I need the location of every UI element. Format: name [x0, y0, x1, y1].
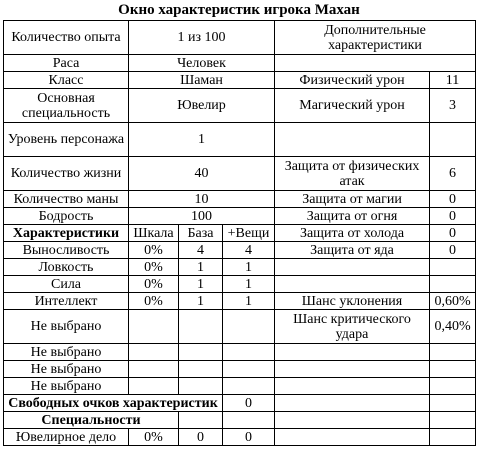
stat-name: Ловкость: [4, 259, 129, 276]
row-level: [4, 123, 476, 157]
specialty-name: Ювелирное дело: [4, 429, 129, 446]
empty-cell: [129, 344, 179, 361]
extra-header: Дополнительные характеристики: [275, 21, 476, 55]
stat-scale: 0%: [129, 242, 179, 259]
empty-cell: [129, 378, 179, 395]
specialties-header: Специальности: [4, 412, 179, 429]
extra-value: 0: [430, 225, 476, 242]
not-selected-label: Не выбрано: [4, 344, 129, 361]
empty-cell: [275, 378, 430, 395]
extra-value: 0,40%: [430, 310, 476, 344]
free-points-label: Свободных очков характеристик: [4, 395, 223, 412]
stat-base: 4: [179, 242, 223, 259]
extra-value: 6: [430, 157, 476, 191]
empty-cell: [275, 395, 430, 412]
class-value: Шаман: [129, 72, 275, 89]
empty-cell: [275, 123, 430, 157]
extra-value: 0,60%: [430, 293, 476, 310]
empty-cell: [129, 310, 179, 344]
extra-label: Шанс критического удара: [275, 310, 430, 344]
class-label: Класс: [4, 72, 129, 89]
scale-header: Шкала: [129, 225, 179, 242]
empty-cell: [223, 412, 275, 429]
extra-label: Защита от яда: [275, 242, 430, 259]
specialty-label: Основная специальность: [4, 89, 129, 123]
row-vigor: [4, 208, 476, 225]
character-table: [3, 20, 476, 446]
stat-items: 1: [223, 293, 275, 310]
not-selected-row: [4, 310, 476, 344]
extra-value: 0: [430, 208, 476, 225]
empty-cell: [430, 344, 476, 361]
empty-cell: [430, 395, 476, 412]
empty-cell: [430, 412, 476, 429]
free-points-value: 0: [223, 395, 275, 412]
row-experience: [4, 21, 476, 55]
vigor-label: Бодрость: [4, 208, 129, 225]
not-selected-row: [4, 344, 476, 361]
extra-label: Защита от огня: [275, 208, 430, 225]
mana-label: Количество маны: [4, 191, 129, 208]
stats-title: Характеристики: [4, 225, 129, 242]
empty-cell: [223, 378, 275, 395]
empty-cell: [430, 276, 476, 293]
stat-row: [4, 242, 476, 259]
empty-cell: [275, 55, 476, 72]
empty-cell: [275, 344, 430, 361]
specialty-base: 0: [179, 429, 223, 446]
stat-row: [4, 276, 476, 293]
empty-cell: [179, 361, 223, 378]
specialty-value: Ювелир: [129, 89, 275, 123]
specialty-scale: 0%: [129, 429, 179, 446]
empty-cell: [179, 344, 223, 361]
stat-row: [4, 293, 476, 310]
character-window: [3, 0, 475, 449]
extra-label: Защита от магии: [275, 191, 430, 208]
race-label: Раса: [4, 55, 129, 72]
empty-cell: [179, 378, 223, 395]
row-race: [4, 55, 476, 72]
empty-cell: [275, 361, 430, 378]
extra-label: Защита от физических атак: [275, 157, 430, 191]
hp-value: 40: [129, 157, 275, 191]
stat-name: Интеллект: [4, 293, 129, 310]
experience-value: 1 из 100: [129, 21, 275, 55]
empty-cell: [430, 259, 476, 276]
stat-items: 1: [223, 259, 275, 276]
stat-name: Выносливость: [4, 242, 129, 259]
empty-cell: [223, 361, 275, 378]
stat-items: 1: [223, 276, 275, 293]
row-stats-header: [4, 225, 476, 242]
stat-scale: 0%: [129, 276, 179, 293]
stat-scale: 0%: [129, 293, 179, 310]
empty-cell: [179, 412, 223, 429]
row-specialties-header: [4, 412, 476, 429]
stat-scale: 0%: [129, 259, 179, 276]
level-value: 1: [129, 123, 275, 157]
stat-items: 4: [223, 242, 275, 259]
not-selected-label: Не выбрано: [4, 378, 129, 395]
window-title: Окно характеристик игрока Махан: [118, 2, 360, 18]
stat-base: 1: [179, 276, 223, 293]
stat-base: 1: [179, 293, 223, 310]
extra-value: 0: [430, 242, 476, 259]
stat-name: Сила: [4, 276, 129, 293]
empty-cell: [223, 344, 275, 361]
items-header: +Вещи: [223, 225, 275, 242]
row-free-points: [4, 395, 476, 412]
base-header: База: [179, 225, 223, 242]
extra-value: 11: [430, 72, 476, 89]
not-selected-row: [4, 361, 476, 378]
not-selected-row: [4, 378, 476, 395]
row-specialty: [4, 89, 476, 123]
empty-cell: [430, 361, 476, 378]
stat-base: 1: [179, 259, 223, 276]
stat-row: [4, 259, 476, 276]
not-selected-label: Не выбрано: [4, 361, 129, 378]
specialty-items: 0: [223, 429, 275, 446]
empty-cell: [275, 429, 430, 446]
row-class: [4, 72, 476, 89]
empty-cell: [275, 412, 430, 429]
mana-value: 10: [129, 191, 275, 208]
empty-cell: [275, 259, 430, 276]
empty-cell: [275, 276, 430, 293]
not-selected-label: Не выбрано: [4, 310, 129, 344]
empty-cell: [129, 361, 179, 378]
extra-value: 0: [430, 191, 476, 208]
level-label: Уровень персонажа: [4, 123, 129, 157]
row-mana: [4, 191, 476, 208]
empty-cell: [430, 378, 476, 395]
extra-label: Магический урон: [275, 89, 430, 123]
empty-cell: [223, 310, 275, 344]
extra-label: Шанс уклонения: [275, 293, 430, 310]
empty-cell: [430, 429, 476, 446]
specialty-row: [4, 429, 476, 446]
empty-cell: [179, 310, 223, 344]
vigor-value: 100: [129, 208, 275, 225]
extra-label: Физический урон: [275, 72, 430, 89]
hp-label: Количество жизни: [4, 157, 129, 191]
race-value: Человек: [129, 55, 275, 72]
row-hp: [4, 157, 476, 191]
extra-value: 3: [430, 89, 476, 123]
empty-cell: [430, 123, 476, 157]
extra-label: Защита от холода: [275, 225, 430, 242]
experience-label: Количество опыта: [4, 21, 129, 55]
